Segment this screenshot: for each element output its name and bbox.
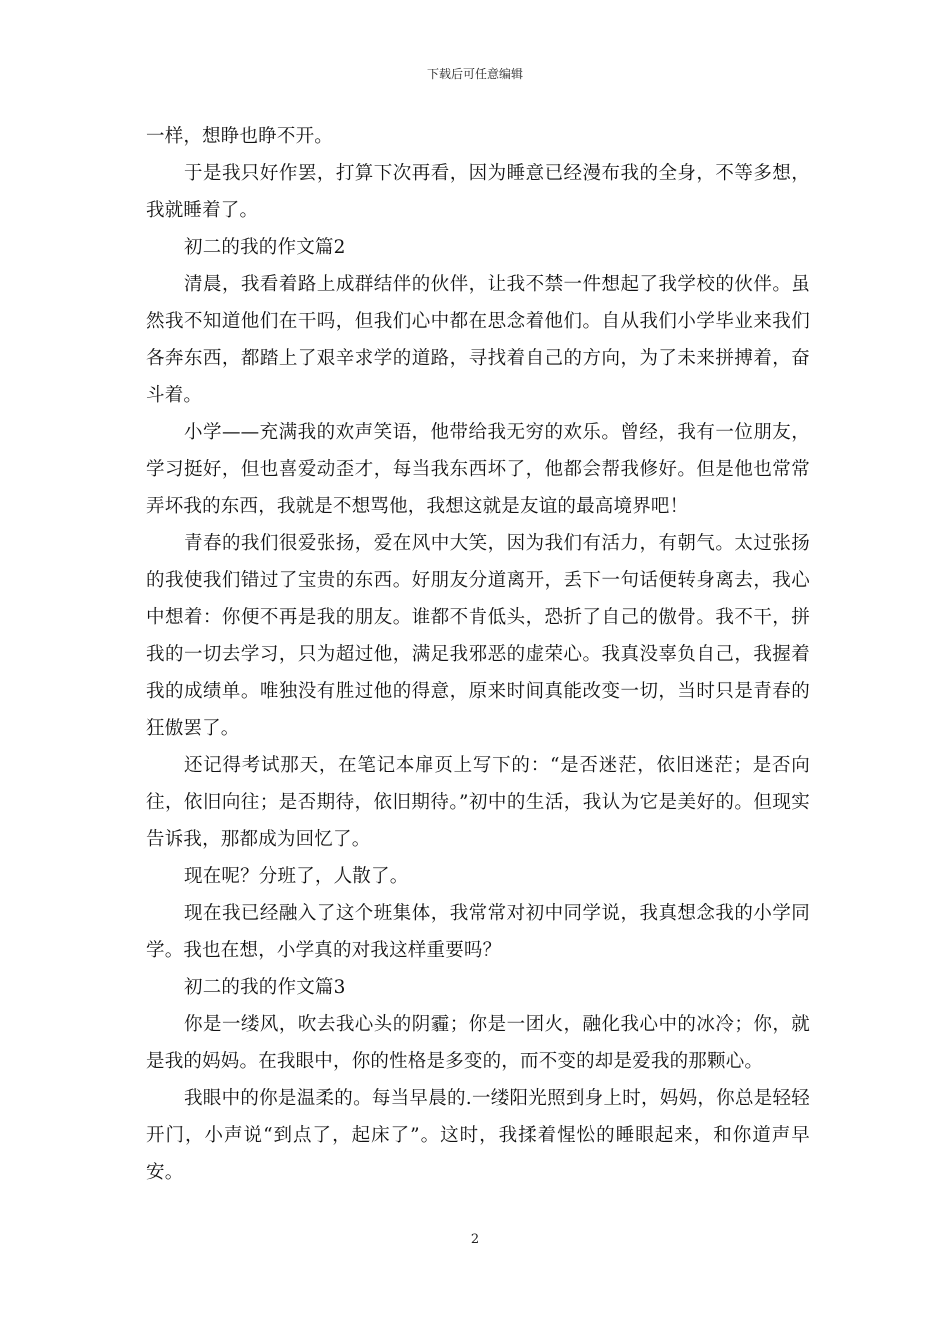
section-heading: 初二的我的作文篇2 [184, 237, 346, 258]
page-header: 下载后可任意编辑 [426, 67, 523, 81]
paragraph: 一样，想睁也睁不开。 [146, 126, 334, 147]
paragraph: 现在呢？分班了，人散了。 [184, 866, 409, 887]
page-number: 2 [470, 1232, 480, 1247]
paragraph: 于是我只好作罢，打算下次再看，因为睡意已经漫布我的全身，不等多想，我就睡着了。 [146, 163, 810, 221]
paragraph: 我眼中的你是温柔的。每当早晨的.一缕阳光照到身上时，妈妈，你总是轻轻开门，小声说“到点了，起床了”。这时，我揉着惺忪的睡眼起来，和你道声早安。 [146, 1088, 810, 1183]
paragraph: 现在我已经融入了这个班集体，我常常对初中同学说，我真想念我的小学同学。我也在想，小学真的对我这样重要吗？ [146, 903, 810, 961]
paragraph: 你是一缕风，吹去我心头的阴霾；你是一团火，融化我心中的冰冷；你，就是我的妈妈。在我眼中，你的性格是多变的，而不变的却是爱我的那颗心。 [146, 1014, 810, 1072]
paragraph: 清晨，我看着路上成群结伴的伙伴，让我不禁一件想起了我学校的伙伴。虽然我不知道他们在干吗，但我们心中都在思念着他们。自从我们小学毕业来我们各奔东西，都踏上了艰辛求学的道路，寻找着自己的方向，为了未来拼搏着，奋斗着。 [146, 274, 810, 406]
document-body [146, 118, 810, 1191]
paragraph: 小学——充满我的欢声笑语，他带给我无穷的欢乐。曾经，我有一位朋友，学习挺好，但也喜爱动歪才，每当我东西坏了，他都会帮我修好。但是他也常常弄坏我的东西，我就是不想骂他，我想这就是友谊的最高境界吧！ [146, 422, 810, 517]
paragraph: 还记得考试那天，在笔记本扉页上写下的：“是否迷茫，依旧迷茫；是否向往，依旧向往；是否期待，依旧期待。”初中的生活，我认为它是美好的。但现实告诉我，那都成为回忆了。 [146, 755, 810, 850]
paragraph: 青春的我们很爱张扬，爱在风中大笑，因为我们有活力，有朝气。太过张扬的我使我们错过了宝贵的东西。好朋友分道离开，丢下一句话便转身离去，我心中想着：你便不再是我的朋友。谁都不肯低头，恐折了自己的傲骨。我不干，拼我的一切去学习，只为超过他，满足我邪恶的虚荣心。我真没辜负自己，我握着我的成绩单。唯独没有胜过他的得意，原来时间真能改变一切，当时只是青春的狂傲罢了。 [146, 533, 810, 739]
section-heading: 初二的我的作文篇3 [184, 977, 346, 998]
